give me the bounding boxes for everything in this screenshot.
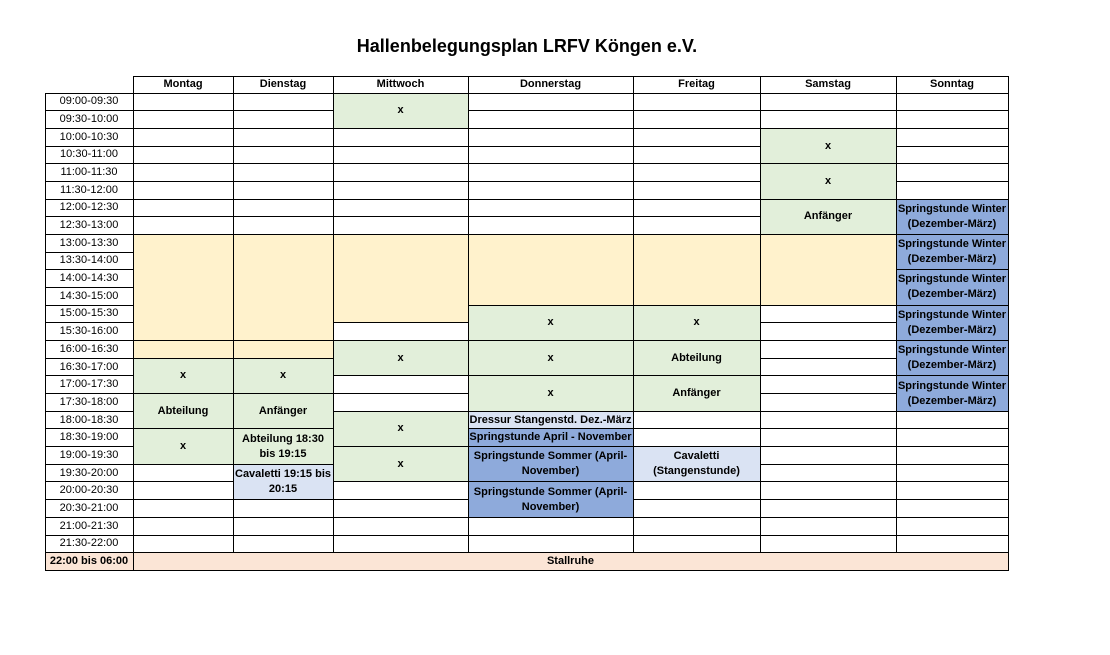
row-divider: [760, 322, 896, 323]
time-slot-label: 13:00-13:30: [59, 236, 119, 249]
schedule-block: x: [333, 341, 468, 376]
row-divider: [633, 146, 760, 147]
row-divider: [468, 340, 633, 341]
time-slot-label: 17:30-18:00: [59, 395, 119, 408]
row-divider: [133, 110, 233, 111]
row-divider: [760, 128, 896, 129]
row-divider: [333, 446, 468, 447]
row-divider: [333, 411, 468, 412]
row-divider: [45, 517, 133, 518]
day-header: Montag: [163, 78, 203, 90]
row-divider: [896, 199, 1008, 200]
row-divider: [760, 535, 896, 536]
row-divider: [760, 446, 896, 447]
day-header: Dienstag: [259, 78, 307, 90]
schedule-block: [760, 234, 896, 305]
row-divider: [633, 499, 760, 500]
row-divider: [133, 428, 233, 429]
row-divider: [45, 446, 133, 447]
row-divider: [760, 305, 896, 306]
column-divider: [133, 76, 134, 571]
schedule-block: Abteilung: [133, 394, 233, 429]
schedule-block: [233, 341, 333, 359]
time-slot-label: 11:30-12:00: [60, 183, 118, 196]
time-slot-label: 20:00-20:30: [59, 484, 119, 497]
header-bottom-border: [45, 93, 1008, 94]
row-divider: [133, 358, 233, 359]
table-bottom-border: [45, 570, 1008, 571]
time-slot-label: 09:30-10:00: [59, 113, 119, 125]
row-divider: [233, 552, 333, 553]
row-divider: [468, 411, 633, 412]
row-divider: [760, 464, 896, 465]
row-divider: [133, 216, 233, 217]
row-divider: [896, 340, 1008, 341]
day-header: Mittwoch: [376, 78, 425, 90]
row-divider: [133, 181, 233, 182]
row-divider: [896, 446, 1008, 447]
row-divider: [45, 216, 133, 217]
column-divider: [1008, 76, 1009, 571]
schedule-block: x: [333, 411, 468, 446]
row-divider: [233, 517, 333, 518]
table-top-border: [133, 76, 1008, 77]
row-divider: [333, 181, 468, 182]
row-divider: [760, 481, 896, 482]
schedule-block: Abteilung: [633, 341, 760, 376]
row-divider: [760, 411, 896, 412]
row-divider: [760, 234, 896, 235]
row-divider: [45, 428, 133, 429]
row-divider: [468, 216, 633, 217]
schedule-block: [468, 234, 633, 305]
row-divider: [633, 411, 760, 412]
row-divider: [896, 481, 1008, 482]
row-divider: [468, 163, 633, 164]
row-divider: [233, 393, 333, 394]
row-divider: [333, 517, 468, 518]
row-divider: [333, 535, 468, 536]
row-divider: [133, 499, 233, 500]
schedule-block: x: [133, 358, 233, 393]
row-divider: [233, 128, 333, 129]
schedule-block: Springstunde Sommer (April-November): [468, 482, 633, 517]
schedule-block: Springstunde Winter (Dezember-März): [896, 305, 1008, 340]
time-slot-label: 15:30-16:00: [59, 325, 119, 338]
row-divider: [896, 464, 1008, 465]
row-divider: [468, 234, 633, 235]
schedule-block: Cavaletti (Stangenstunde): [633, 447, 760, 482]
time-slot-label: 10:30-11:00: [60, 148, 118, 161]
row-divider: [896, 269, 1008, 270]
row-divider: [896, 181, 1008, 182]
row-divider: [333, 199, 468, 200]
row-divider: [468, 552, 633, 553]
time-slot-label: 14:30-15:00: [59, 289, 119, 302]
row-divider: [468, 110, 633, 111]
row-divider: [45, 552, 133, 553]
row-divider: [633, 552, 760, 553]
row-divider: [896, 411, 1008, 412]
row-divider: [45, 535, 133, 536]
time-slot-label: 13:30-14:00: [59, 254, 119, 267]
row-divider: [333, 163, 468, 164]
row-divider: [468, 128, 633, 129]
schedule-block: Springstunde Winter (Dezember-März): [896, 376, 1008, 411]
row-divider: [760, 552, 896, 553]
row-divider: [45, 287, 133, 288]
row-divider: [45, 340, 133, 341]
row-divider: [133, 481, 233, 482]
schedule-block: Abteilung 18:30 bis 19:15: [233, 429, 333, 464]
column-divider: [896, 76, 897, 553]
row-divider: [468, 199, 633, 200]
row-divider: [896, 305, 1008, 306]
row-divider: [468, 375, 633, 376]
row-divider: [45, 499, 133, 500]
schedule-block: x: [760, 164, 896, 199]
schedule-block: Dressur Stangenstd. Dez.-März: [468, 411, 633, 429]
row-divider: [233, 464, 333, 465]
night-time-label: 22:00 bis 06:00: [45, 553, 133, 571]
row-divider: [760, 428, 896, 429]
stallruhe-bar: Stallruhe: [133, 553, 1008, 571]
row-divider: [760, 393, 896, 394]
schedule-block: Springstunde Winter (Dezember-März): [896, 341, 1008, 376]
schedule-block: [233, 234, 333, 340]
row-divider: [45, 393, 133, 394]
row-divider: [468, 446, 633, 447]
time-slot-label: 18:30-19:00: [59, 431, 119, 444]
row-divider: [633, 535, 760, 536]
row-divider: [760, 163, 896, 164]
row-divider: [233, 358, 333, 359]
time-slot-label: 11:00-11:30: [60, 166, 118, 179]
column-divider: [233, 76, 234, 553]
row-divider: [233, 110, 333, 111]
row-divider: [45, 411, 133, 412]
schedule-block: x: [760, 128, 896, 163]
row-divider: [233, 535, 333, 536]
row-divider: [633, 517, 760, 518]
time-slot-label: 21:30-22:00: [59, 537, 119, 550]
row-divider: [333, 322, 468, 323]
row-divider: [633, 375, 760, 376]
column-divider: [468, 76, 469, 553]
row-divider: [633, 163, 760, 164]
schedule-block: [333, 234, 468, 322]
row-divider: [896, 234, 1008, 235]
row-divider: [468, 517, 633, 518]
time-slot-label: 16:00-16:30: [59, 342, 119, 355]
row-divider: [896, 535, 1008, 536]
row-divider: [633, 216, 760, 217]
time-slot-label: 12:00-12:30: [59, 201, 119, 214]
row-divider: [760, 110, 896, 111]
schedule-table: [45, 76, 1009, 572]
row-divider: [633, 446, 760, 447]
row-divider: [333, 128, 468, 129]
row-divider: [133, 393, 233, 394]
row-divider: [896, 110, 1008, 111]
schedule-block: x: [468, 376, 633, 411]
row-divider: [133, 535, 233, 536]
row-divider: [133, 163, 233, 164]
row-divider: [233, 216, 333, 217]
schedule-block: [633, 234, 760, 305]
row-divider: [468, 305, 633, 306]
time-slot-label: 18:00-18:30: [59, 413, 119, 426]
schedule-block: x: [468, 341, 633, 376]
row-divider: [133, 552, 233, 553]
time-slot-label: 20:30-21:00: [59, 501, 119, 514]
time-slot-label: 19:00-19:30: [59, 448, 119, 461]
row-divider: [333, 481, 468, 482]
row-divider: [896, 428, 1008, 429]
row-divider: [468, 535, 633, 536]
time-slot-label: 12:30-13:00: [59, 219, 119, 232]
column-divider: [633, 76, 634, 553]
time-slot-label: 09:00-09:30: [59, 95, 119, 108]
row-divider: [233, 428, 333, 429]
row-divider: [468, 428, 633, 429]
schedule-block: Anfänger: [633, 376, 760, 411]
row-divider: [896, 146, 1008, 147]
row-divider: [333, 552, 468, 553]
column-divider: [333, 76, 334, 553]
day-header: Donnerstag: [519, 78, 582, 90]
row-divider: [45, 358, 133, 359]
column-divider: [760, 76, 761, 553]
schedule-block: x: [233, 358, 333, 393]
schedule-block: Springstunde Sommer (April-November): [468, 447, 633, 482]
row-divider: [896, 375, 1008, 376]
day-header: Samstag: [805, 78, 851, 90]
row-divider: [45, 269, 133, 270]
row-divider: [133, 234, 233, 235]
schedule-block: Cavaletti 19:15 bis 20:15: [233, 464, 333, 499]
row-divider: [133, 128, 233, 129]
row-divider: [633, 128, 760, 129]
row-divider: [45, 322, 133, 323]
row-divider: [760, 340, 896, 341]
row-divider: [45, 481, 133, 482]
row-divider: [233, 181, 333, 182]
time-slot-label: 10:00-10:30: [59, 130, 119, 143]
row-divider: [133, 199, 233, 200]
time-slot-label: 21:00-21:30: [59, 519, 119, 532]
time-slot-label: 17:00-17:30: [59, 378, 119, 391]
row-divider: [45, 375, 133, 376]
row-divider: [45, 234, 133, 235]
row-divider: [233, 234, 333, 235]
row-divider: [333, 216, 468, 217]
row-divider: [468, 481, 633, 482]
day-header: Freitag: [678, 78, 715, 90]
row-divider: [633, 234, 760, 235]
schedule-block: [133, 341, 233, 359]
row-divider: [633, 181, 760, 182]
row-divider: [45, 181, 133, 182]
row-divider: [333, 375, 468, 376]
row-divider: [468, 181, 633, 182]
row-divider: [896, 128, 1008, 129]
row-divider: [633, 340, 760, 341]
row-divider: [133, 340, 233, 341]
row-divider: [760, 517, 896, 518]
row-divider: [896, 517, 1008, 518]
row-divider: [45, 110, 133, 111]
row-divider: [760, 358, 896, 359]
page-title: Hallenbelegungsplan LRFV Köngen e.V.: [356, 36, 698, 56]
row-divider: [633, 481, 760, 482]
row-divider: [896, 552, 1008, 553]
row-divider: [233, 340, 333, 341]
row-divider: [760, 199, 896, 200]
row-divider: [633, 305, 760, 306]
row-divider: [45, 305, 133, 306]
row-divider: [760, 375, 896, 376]
time-slot-label: 15:00-15:30: [59, 307, 119, 320]
row-divider: [896, 163, 1008, 164]
row-divider: [133, 146, 233, 147]
day-header: Sonntag: [930, 78, 974, 90]
row-divider: [45, 128, 133, 129]
schedule-block: Springstunde Winter (Dezember-März): [896, 199, 1008, 234]
row-divider: [333, 340, 468, 341]
schedule-block: x: [468, 305, 633, 340]
row-divider: [633, 428, 760, 429]
row-divider: [133, 517, 233, 518]
row-divider: [468, 146, 633, 147]
schedule-block: x: [333, 447, 468, 482]
schedule-block: [133, 234, 233, 340]
time-slot-label: 14:00-14:30: [59, 272, 119, 285]
row-divider: [45, 146, 133, 147]
schedule-block: Anfänger: [760, 199, 896, 234]
row-divider: [233, 499, 333, 500]
row-divider: [333, 499, 468, 500]
row-divider: [760, 499, 896, 500]
schedule-block: x: [333, 93, 468, 128]
row-divider: [45, 464, 133, 465]
time-slot-label: 16:30-17:00: [59, 360, 119, 373]
schedule-block: Springstunde Winter (Dezember-März): [896, 270, 1008, 305]
row-divider: [333, 146, 468, 147]
row-divider: [233, 146, 333, 147]
time-slot-label: 19:30-20:00: [59, 466, 119, 479]
row-divider: [45, 163, 133, 164]
row-divider: [45, 199, 133, 200]
row-divider: [233, 163, 333, 164]
column-divider: [45, 93, 46, 571]
schedule-block: Springstunde April - November: [468, 429, 633, 447]
schedule-block: x: [633, 305, 760, 340]
row-divider: [133, 464, 233, 465]
row-divider: [45, 252, 133, 253]
row-divider: [233, 199, 333, 200]
row-divider: [333, 393, 468, 394]
row-divider: [896, 499, 1008, 500]
schedule-block: Springstunde Winter (Dezember-März): [896, 234, 1008, 269]
row-divider: [333, 234, 468, 235]
row-divider: [633, 199, 760, 200]
row-divider: [633, 110, 760, 111]
schedule-block: Anfänger: [233, 394, 333, 429]
schedule-block: x: [133, 429, 233, 464]
